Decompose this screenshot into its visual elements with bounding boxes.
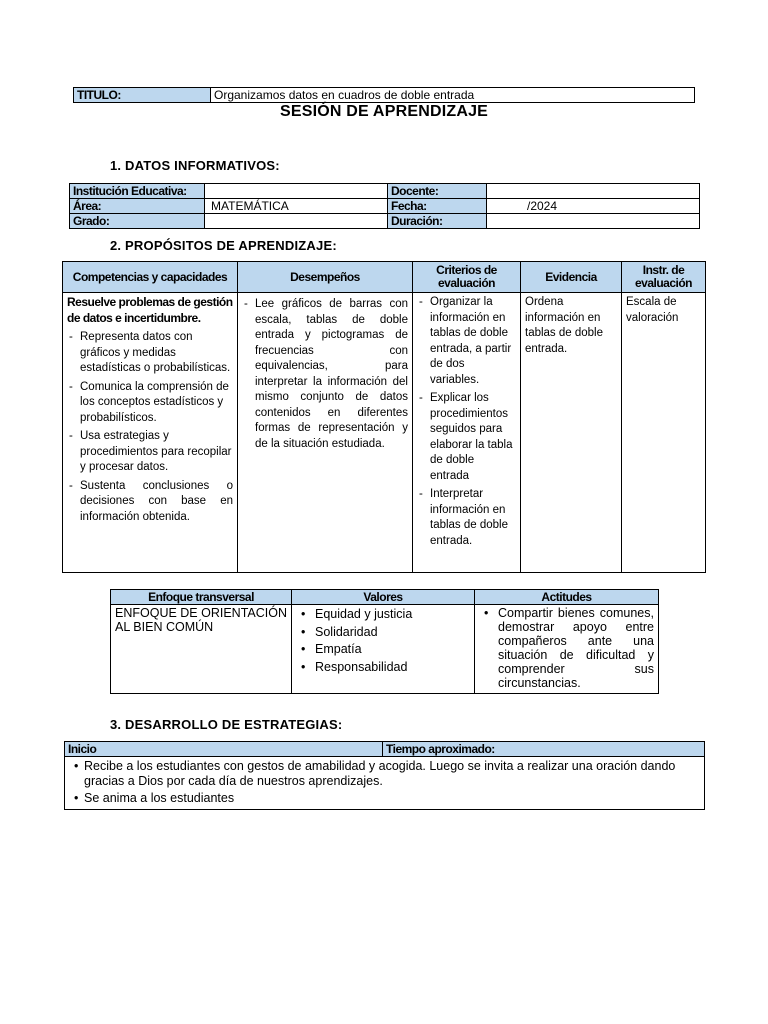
list-item: - Representa datos con gráficos y medidas estadísticas o probabilísticas. (67, 330, 233, 377)
inicio-content (65, 757, 705, 810)
list-item: • Empatía (296, 641, 470, 659)
propositos-table (62, 261, 706, 573)
docente-label: Docente: (388, 184, 487, 199)
list-item: • Recibe a los estudiantes con gestos de amabilidad y acogida. Luego se invita a realizar una oración dando gracias a Dios por cada día de nuestros aprendizajes. (69, 759, 700, 789)
list-item: - Comunica la comprensión de los conceptos estadísticos y probabilísticos. (67, 380, 233, 427)
institucion-value (205, 184, 388, 199)
area-label: Área: (70, 199, 205, 214)
inicio-label: Inicio (65, 742, 383, 757)
instrumento-cell: Escala de valoración (622, 293, 706, 573)
header-competencias: Competencias y capacidades (63, 262, 238, 293)
competencias-cell (63, 293, 238, 573)
grado-label: Grado: (70, 214, 205, 229)
duracion-label: Duración: (388, 214, 487, 229)
enfoque-text: ENFOQUE DE ORIENTACIÓN AL BIEN COMÚN (111, 605, 292, 694)
institucion-label: Institución Educativa: (70, 184, 205, 199)
duracion-value (487, 214, 700, 229)
inicio-list (69, 759, 700, 806)
titulo-value: Organizamos datos en cuadros de doble entrada (211, 88, 695, 103)
header-desempenos: Desempeños (238, 262, 413, 293)
titulo-label: TITULO: (74, 88, 211, 103)
list-item: - Usa estrategias y procedimientos para recopilar y procesar datos. (67, 429, 233, 476)
section-propositos-heading: 2. PROPÓSITOS DE APRENDIZAJE: (110, 238, 337, 253)
actitud-text: • Compartir bienes comunes, demostrar apoyo entre compañeros ante una situación de dificultad y comprender sus circunstancias. (479, 606, 654, 690)
actitudes-cell (475, 605, 659, 694)
tiempo-label: Tiempo aproximado: (383, 742, 705, 757)
list-item: • Equidad y justicia (296, 606, 470, 624)
header-evidencia: Evidencia (521, 262, 622, 293)
list-item: - Interpretar información en tablas de doble entrada. (417, 487, 516, 549)
header-instrumento: Instr. de evaluación (622, 262, 706, 293)
list-item: • Solidaridad (296, 624, 470, 642)
fecha-label: Fecha: (388, 199, 487, 214)
criterios-list (417, 295, 516, 549)
header-actitudes: Actitudes (475, 590, 659, 605)
header-criterios: Criterios de evaluación (413, 262, 521, 293)
page-title: SESIÓN DE APRENDIZAJE (279, 103, 489, 120)
datos-table (69, 183, 700, 229)
header-enfoque: Enfoque transversal (111, 590, 292, 605)
list-item: • Responsabilidad (296, 659, 470, 677)
list-item: • Se anima a los estudiantes (69, 791, 700, 806)
docente-value (487, 184, 700, 199)
desempenos-cell (238, 293, 413, 573)
list-item: - Explicar los procedimientos seguidos para elaborar la tabla de doble entrada (417, 391, 516, 484)
list-item: - Organizar la información en tablas de doble entrada, a partir de dos variables. (417, 295, 516, 388)
criterios-cell (413, 293, 521, 573)
section-datos-heading: 1. DATOS INFORMATIVOS: (110, 158, 280, 173)
title-table (73, 87, 695, 103)
area-value: MATEMÁTICA (205, 199, 388, 214)
fecha-value: /2024 (487, 199, 700, 214)
valores-cell (292, 605, 475, 694)
desarrollo-table (64, 741, 705, 810)
header-valores: Valores (292, 590, 475, 605)
evidencia-cell: Ordena información en tablas de doble entrada. (521, 293, 622, 573)
capacidades-list (67, 330, 233, 525)
competencia-title: Resuelve problemas de gestión de datos e incertidumbre. (67, 295, 233, 325)
valores-list (296, 606, 470, 676)
list-item: - Sustenta conclusiones o decisiones con base en información obtenida. (67, 479, 233, 526)
grado-value (205, 214, 388, 229)
enfoque-table (110, 589, 659, 694)
desempeno-text: - Lee gráficos de barras con escala, tablas de doble entrada y pictogramas de frecuencias con equivalencias, para interpretar la información del mismo conjunto de datos contenidos en diferentes formas de representación y de la situación estudiada. (242, 297, 408, 452)
section-desarrollo-heading: 3. DESARROLLO DE ESTRATEGIAS: (110, 717, 343, 732)
